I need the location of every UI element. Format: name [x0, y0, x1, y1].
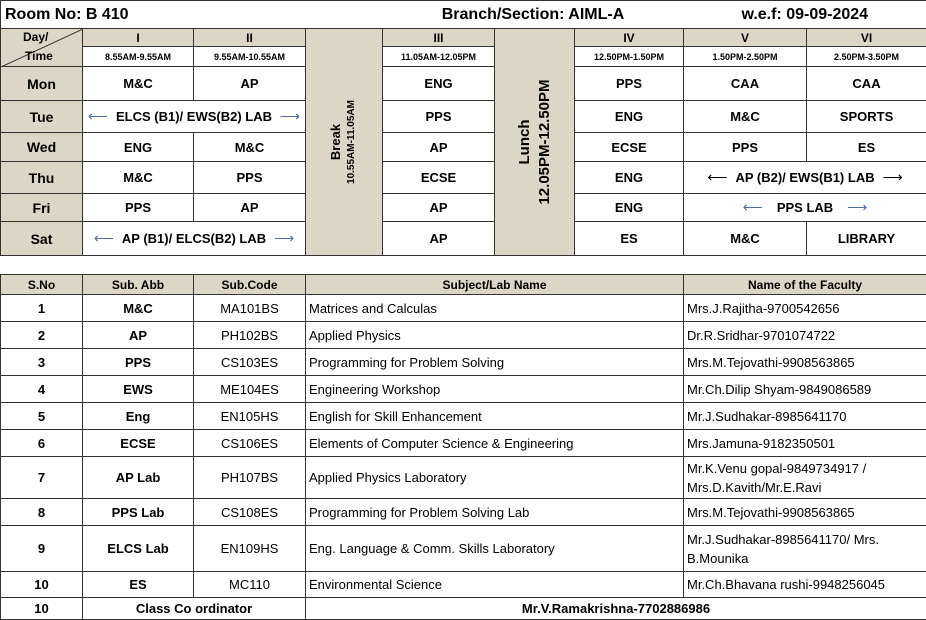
- abb: EWS: [83, 376, 194, 403]
- faculty: Mrs.J.Rajitha-9700542656: [684, 295, 926, 322]
- code: EN109HS: [194, 526, 306, 572]
- table-row: [1, 499, 926, 526]
- break-label: Break: [328, 123, 344, 161]
- period-time: 12.50PM-1.50PM: [575, 47, 684, 67]
- header-abb: Sub. Abb: [83, 275, 194, 295]
- corner-day-label: Day/: [23, 30, 49, 44]
- slot: ES: [575, 222, 684, 256]
- faculty: Mr.J.Sudhakar-8985641170: [684, 403, 926, 430]
- slot: AP: [383, 133, 495, 162]
- lunch-column: [495, 29, 575, 256]
- sno: 1: [1, 295, 83, 322]
- branch-section: Branch/Section: AIML-A: [383, 1, 684, 29]
- period-label: III: [383, 29, 495, 47]
- sno: 10: [1, 572, 83, 598]
- subject-name: Programming for Problem Solving Lab: [306, 499, 684, 526]
- table-row: [1, 349, 926, 376]
- code: CS106ES: [194, 430, 306, 457]
- subject-name: English for Skill Enhancement: [306, 403, 684, 430]
- faculty: Mr.K.Venu gopal-9849734917 / Mrs.D.Kavith/Mr.E.Ravi: [684, 457, 926, 499]
- day-label: Tue: [1, 101, 83, 133]
- slot: AP: [383, 222, 495, 256]
- lunch-time: 12.05PM-12.50PM: [535, 79, 553, 205]
- sno: 5: [1, 403, 83, 430]
- slot: M&C: [83, 162, 194, 194]
- day-time-corner: [1, 29, 83, 67]
- code: MA101BS: [194, 295, 306, 322]
- day-label: Sat: [1, 222, 83, 256]
- subject-name: Eng. Language & Comm. Skills Laboratory: [306, 526, 684, 572]
- subject-name: Applied Physics Laboratory: [306, 457, 684, 499]
- period-label: IV: [575, 29, 684, 47]
- lab-slot: [684, 162, 926, 194]
- sno: 10: [1, 598, 83, 620]
- period-label: VI: [807, 29, 926, 47]
- period-time: 9.55AM-10.55AM: [194, 47, 306, 67]
- code: PH102BS: [194, 322, 306, 349]
- abb: PPS Lab: [83, 499, 194, 526]
- timetable-row-thu: [1, 162, 926, 194]
- slot: ENG: [83, 133, 194, 162]
- day-label: Mon: [1, 67, 83, 101]
- break-column: [306, 29, 383, 256]
- table-row: [1, 403, 926, 430]
- code: CS108ES: [194, 499, 306, 526]
- subject-name: Applied Physics: [306, 322, 684, 349]
- table-row: [1, 457, 926, 499]
- slot: M&C: [684, 222, 807, 256]
- slot: ENG: [383, 67, 495, 101]
- slot: AP: [194, 194, 306, 222]
- code: CS103ES: [194, 349, 306, 376]
- table-row: [1, 295, 926, 322]
- slot: ENG: [575, 162, 684, 194]
- code: PH107BS: [194, 457, 306, 499]
- slot: AP: [194, 67, 306, 101]
- slot: ES: [807, 133, 926, 162]
- header-faculty: Name of the Faculty: [684, 275, 926, 295]
- day-label: Fri: [1, 194, 83, 222]
- period-time: 1.50PM-2.50PM: [684, 47, 807, 67]
- abb: AP: [83, 322, 194, 349]
- sno: 6: [1, 430, 83, 457]
- slot: CAA: [807, 67, 926, 101]
- subject-name: Environmental Science: [306, 572, 684, 598]
- arrow-left-icon: ⟵: [93, 230, 114, 246]
- header-code: Sub.Code: [194, 275, 306, 295]
- sno: 3: [1, 349, 83, 376]
- lab-slot: [684, 194, 926, 222]
- abb: ECSE: [83, 430, 194, 457]
- period-label: I: [83, 29, 194, 47]
- header-name: Subject/Lab Name: [306, 275, 684, 295]
- effective-date: w.e.f: 09-09-2024: [684, 1, 926, 29]
- coordinator-name: Mr.V.Ramakrishna-7702886986: [306, 598, 926, 620]
- abb: Eng: [83, 403, 194, 430]
- subject-table: [0, 274, 926, 620]
- slot: ENG: [575, 194, 684, 222]
- table-row: [1, 430, 926, 457]
- slot: M&C: [83, 67, 194, 101]
- lab-label: PPS LAB: [776, 200, 834, 215]
- abb: ELCS Lab: [83, 526, 194, 572]
- header-sno: S.No: [1, 275, 83, 295]
- code: EN105HS: [194, 403, 306, 430]
- period-time: 11.05AM-12.05PM: [383, 47, 495, 67]
- slot: AP: [383, 194, 495, 222]
- abb: ES: [83, 572, 194, 598]
- lab-slot: [83, 222, 306, 256]
- slot: PPS: [684, 133, 807, 162]
- period-label: V: [684, 29, 807, 47]
- slot: ECSE: [383, 162, 495, 194]
- subject-name: Elements of Computer Science & Engineering: [306, 430, 684, 457]
- faculty: Mrs.M.Tejovathi-9908563865: [684, 499, 926, 526]
- slot: ECSE: [575, 133, 684, 162]
- abb: M&C: [83, 295, 194, 322]
- timetable: [0, 0, 926, 256]
- abb: PPS: [83, 349, 194, 376]
- slot: CAA: [684, 67, 807, 101]
- table-row: [1, 322, 926, 349]
- lab-label: ELCS (B1)/ EWS(B2) LAB: [116, 109, 272, 124]
- arrow-right-icon: ⟶: [847, 199, 868, 215]
- lab-label: AP (B2)/ EWS(B1) LAB: [735, 170, 875, 185]
- faculty: Mrs.M.Tejovathi-9908563865: [684, 349, 926, 376]
- period-time: 2.50PM-3.50PM: [807, 47, 926, 67]
- faculty: Mrs.Jamuna-9182350501: [684, 430, 926, 457]
- slot: PPS: [83, 194, 194, 222]
- faculty: Dr.R.Sridhar-9701074722: [684, 322, 926, 349]
- subject-header-row: [1, 275, 926, 295]
- faculty: Mr.Ch.Bhavana rushi-9948256045: [684, 572, 926, 598]
- coordinator-label: Class Co ordinator: [83, 598, 306, 620]
- corner-time-label: Time: [25, 49, 53, 63]
- arrow-right-icon: ⟶: [280, 108, 301, 124]
- day-label: Thu: [1, 162, 83, 194]
- room-number: Room No: B 410: [1, 1, 194, 29]
- timetable-row-tue: [1, 101, 926, 133]
- arrow-right-icon: ⟶: [274, 230, 295, 246]
- slot: M&C: [194, 133, 306, 162]
- arrow-left-icon: ⟵: [87, 108, 108, 124]
- subject-name: Programming for Problem Solving: [306, 349, 684, 376]
- sno: 9: [1, 526, 83, 572]
- slot: PPS: [383, 101, 495, 133]
- lab-label: AP (B1)/ ELCS(B2) LAB: [121, 231, 267, 246]
- sno: 4: [1, 376, 83, 403]
- timetable-row-mon: [1, 67, 926, 101]
- sno: 8: [1, 499, 83, 526]
- subject-name: Matrices and Calculas: [306, 295, 684, 322]
- table-row: [1, 376, 926, 403]
- faculty: Mr.J.Sudhakar-8985641170/ Mrs. B.Mounika: [684, 526, 926, 572]
- arrow-left-icon: ⟵: [707, 169, 728, 185]
- timetable-row-sat: [1, 222, 926, 256]
- slot: PPS: [194, 162, 306, 194]
- slot: M&C: [684, 101, 807, 133]
- sno: 7: [1, 457, 83, 499]
- period-time: 8.55AM-9.55AM: [83, 47, 194, 67]
- faculty: Mr.Ch.Dilip Shyam-9849086589: [684, 376, 926, 403]
- timetable-row-wed: [1, 133, 926, 162]
- code: ME104ES: [194, 376, 306, 403]
- day-label: Wed: [1, 133, 83, 162]
- arrow-left-icon: ⟵: [742, 199, 763, 215]
- break-time: 10.55AM-11.05AM: [346, 100, 358, 184]
- code: MC110: [194, 572, 306, 598]
- timetable-row-fri: [1, 194, 926, 222]
- lunch-label: Lunch: [515, 119, 533, 165]
- abb: AP Lab: [83, 457, 194, 499]
- lab-slot: [83, 101, 306, 133]
- slot: SPORTS: [807, 101, 926, 133]
- subject-name: Engineering Workshop: [306, 376, 684, 403]
- slot: ENG: [575, 101, 684, 133]
- coordinator-row: [1, 598, 926, 620]
- slot: LIBRARY: [807, 222, 926, 256]
- arrow-right-icon: ⟶: [882, 169, 903, 185]
- table-row: [1, 572, 926, 598]
- table-row: [1, 526, 926, 572]
- period-label: II: [194, 29, 306, 47]
- slot: PPS: [575, 67, 684, 101]
- sno: 2: [1, 322, 83, 349]
